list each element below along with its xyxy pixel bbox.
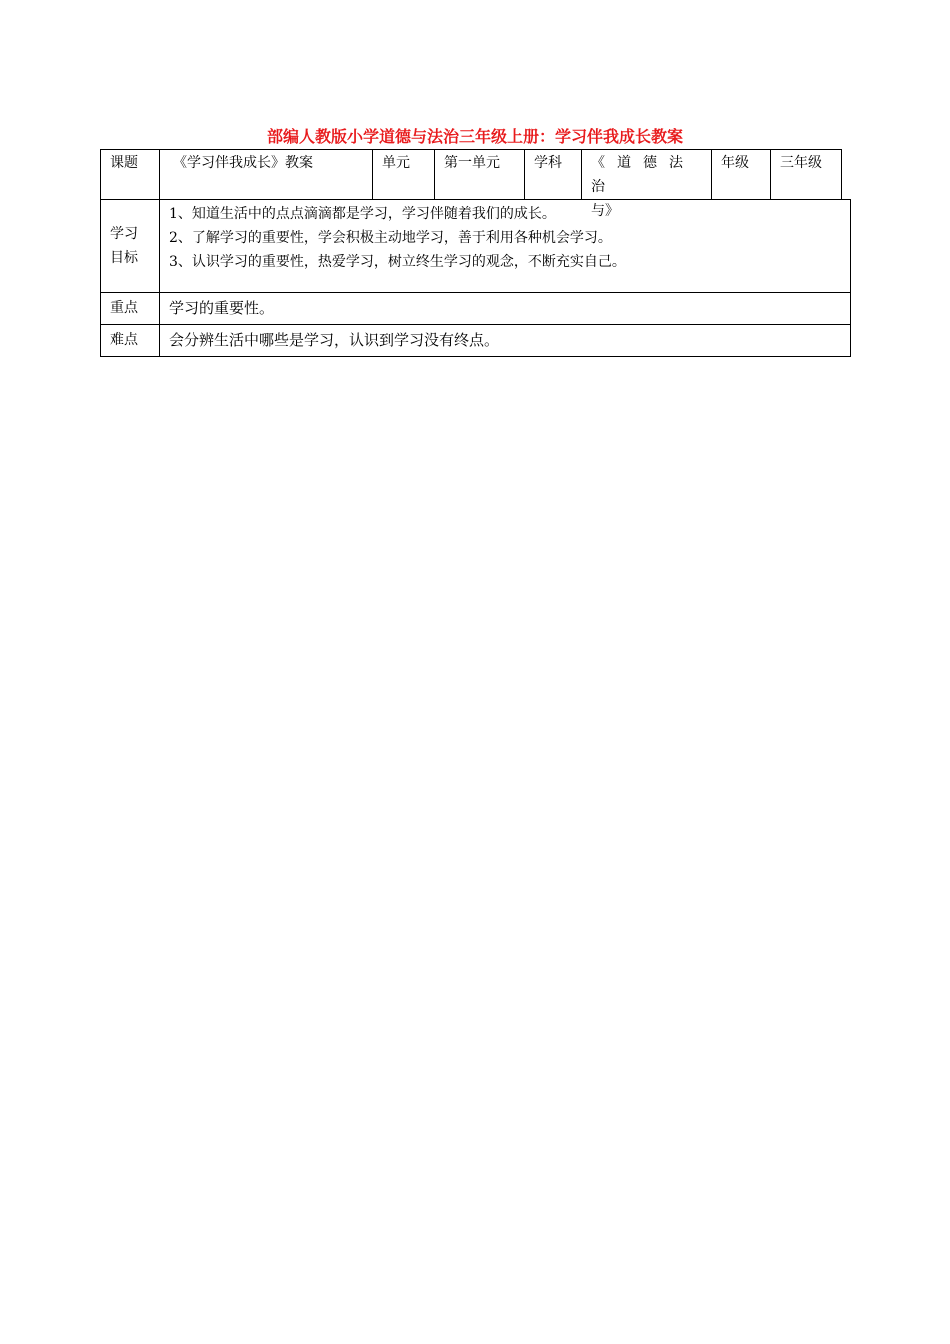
goal-item: 1、知道生活中的点点滴滴都是学习，学习伴随着我们的成长。 <box>169 206 556 222</box>
unit-value: 第一单元 <box>434 150 524 199</box>
key-point-label: 重点 <box>110 300 138 316</box>
key-point-value: 学习的重要性。 <box>159 293 850 324</box>
learning-goals-row <box>100 199 851 293</box>
topic-value: 《学习伴我成长》教案 <box>159 150 372 199</box>
goals-label <box>101 200 159 292</box>
grade-value: 三年级 <box>770 150 842 199</box>
difficulty-value: 会分辨生活中哪些是学习，认识到学习没有终点。 <box>159 325 850 356</box>
difficulty-label: 难点 <box>110 332 138 348</box>
topic-label: 课题 <box>110 155 138 171</box>
goals-label-line1: 学习 <box>110 226 138 242</box>
difficulty-row <box>100 324 851 357</box>
goal-item: 2、了解学习的重要性，学会积极主动地学习，善于利用各种机会学习。 <box>169 230 612 246</box>
goal-item: 3、认识学习的重要性，热爱学习，树立终生学习的观念，不断充实自己。 <box>169 254 626 270</box>
document-title: 部编人教版小学道德与法治三年级上册：学习伴我成长教案 <box>266 127 683 146</box>
unit-label: 单元 <box>372 150 434 199</box>
goals-list <box>159 200 850 292</box>
subject-value-line2: 与》 <box>591 203 619 219</box>
goals-label-line2: 目标 <box>110 250 138 266</box>
key-point-row <box>100 292 851 325</box>
subject-value <box>581 150 711 219</box>
grade-label: 年级 <box>711 150 770 199</box>
subject-label: 学科 <box>524 150 581 199</box>
subject-value-line1: 《道德法治 <box>591 155 695 195</box>
